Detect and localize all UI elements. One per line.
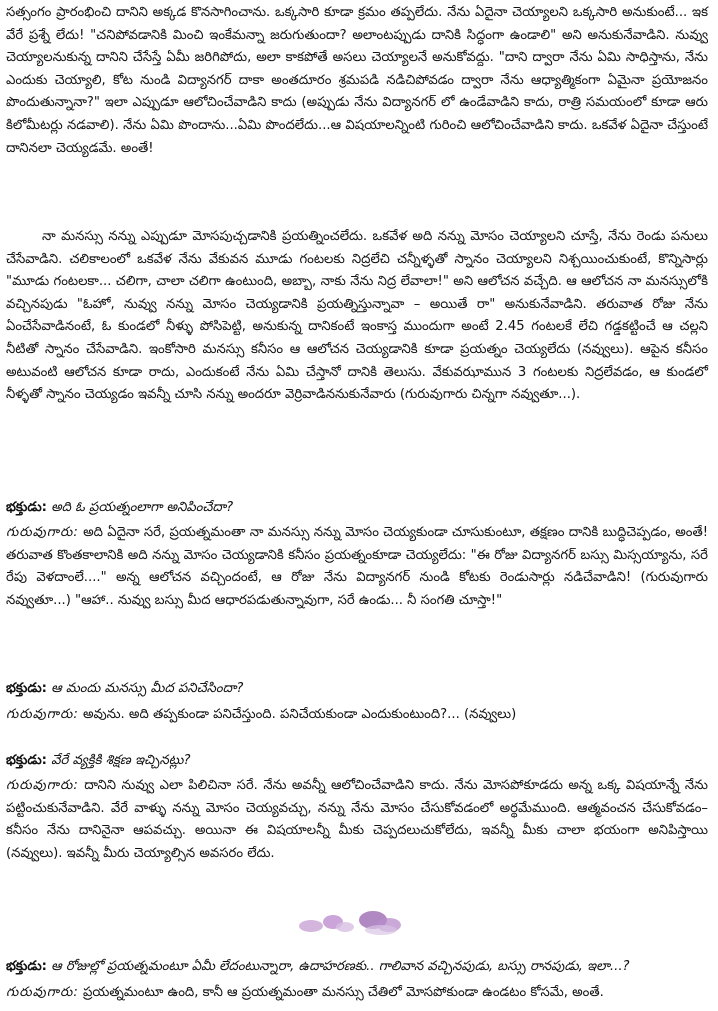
question-text: వేరే వ్యక్తికి శిక్షణ ఇచ్చినట్లు? bbox=[46, 753, 191, 768]
answer-text: దానిని నువ్వు ఎలా పిలిచినా సరే. నేను అవన్నీ ఆలోచించేవాడిని కాదు. నేను మోసపోకూడదు అన్న ఒక్క విషయాన్నే నేను పట్టించుకునేవాడిని. వేరే వాళ్ళు నన్ను మోసం చెయ్యవచ్చు, నన్ను నేను మోసం చేసుకోవడంలో అర్థమేముంది. ఆత్మవంచన చేసుకోవడం– కనీసం నేను దానినైనా ఆపవచ్చు. అయినా ఈ విషయాలన్నీ మీకు చెప్పదలుచుకోలేదు, ఇవన్నీ మీకు చాలా భయంగా అనిపిస్తాయి (నవ్వులు). ఇవన్నీ మీరు చెయ్యాల్సిన అవసరం లేదు. bbox=[6, 778, 708, 861]
answer-3 bbox=[6, 775, 708, 865]
question-text: ఆ మందు మనస్సు మీద పనిచేసిందా? bbox=[46, 681, 244, 696]
flower-divider-icon bbox=[293, 900, 413, 940]
answer-2 bbox=[6, 704, 708, 727]
question-4 bbox=[6, 956, 708, 979]
question-text: అది ఓ ప్రయత్నంలాగా అనిపించేదా? bbox=[46, 500, 234, 515]
answer-text: అది ఏదైనా సరే, ప్రయత్నమంతా నా మనస్సు నన్ను మోసం చెయ్యకుండా చూసుకుంటూ, తక్షణం దానికి బుద్ధిచెప్పడం, అంతే! తరువాత కొంతకాలానికి అది నన్ను మోసం చెయ్యడానికి కనీసం ప్రయత్నంకూడా చెయ్యలేదు: "ఈ రోజు విద్యానగర్ బస్సు మిస్సయ్యాను, సరే రేపు వెళదాంలే...." అన్న ఆలోచన వచ్చిందంటే, ఆ రోజు నేను విద్యానగర్ నుండి కోటకు రెండుసార్లు నడిచేవాడిని! (గురువుగారు నవ్వుతూ...) "ఆహా.. నువ్వు బస్సు మీద ఆధారపడుతున్నావుగా, సరే ఉండు... నీ సంగతి చూస్తా!" bbox=[6, 525, 708, 608]
speaker-label: భక్తుడు: bbox=[6, 500, 47, 515]
answer-text: ప్రయత్నమంటూ ఉంది, కానీ ఆ ప్రయత్నమంతా మనస్సు చేతిలో మోసపోకుండా ఉండటం కోసమే, అంతే. bbox=[78, 985, 604, 1000]
speaker-label: భక్తుడు: bbox=[6, 959, 47, 974]
speaker-label: గురువుగారు: bbox=[6, 707, 79, 722]
question-3 bbox=[6, 750, 708, 773]
answer-text: అవును. అది తప్పకుండా పనిచేస్తుంది. పనిచేయకుండా ఎందుకుంటుంది?... (నవ్వులు) bbox=[78, 707, 517, 722]
answer-1 bbox=[6, 522, 708, 612]
paragraph-2: నా మనస్సు నన్ను ఎప్పుడూ మోసపుచ్చడానికి ప్రయత్నించలేదు. ఒకవేళ అది నన్ను మోసం చెయ్యాలని చూస్తే, నేను రెండు పనులు చేసేవాడిని. చలికాలంలో ఒకవేళ నేను వేకువన మూడు గంటలకు నిద్రలేచి చన్నీళ్ళతో స్నానం చెయ్యాలని నిశ్చయించుకుంటే, కొన్నిసార్లు "మూడు గంటలకా... చలిగా, చాలా చలిగా ఉంటుంది, అబ్బా, నాకు నేను నిద్ర లేవాలా!" అని ఆలోచన వచ్చేది. ఆ ఆలోచన నా మనస్సులోకి వచ్చినపుడు "ఓహో, నువ్వు నన్ను మోసం చెయ్యడానికి ప్రయత్నిస్తున్నావా – అయితే రా" అనుకునేవాడిని. తరువాత రోజు నేను ఏంచేసేవాడినంటే, ఓ కుండలో నీళ్ళు పోసిపెట్టి, అనుకున్న దానికంటే ఇంకాస్త ముందుగా అంటే 2.45 గంటలకే లేచి గడ్డకట్టించే ఆ చల్లని నీటితో స్నానం చేసేవాడిని. ఇంకోసారి మనస్సు కనీసం ఆ ఆలోచన చెయ్యడానికి కూడా ప్రయత్నం చెయ్యలేదు (నవ్వులు). ఆపైన కనీసం అటువంటి ఆలోచన కూడా రాదు, ఎందుకంటే నేను ఏమి చేస్తానో దానికి తెలుసు. వేకువఝామున 3 గంటలకు నిద్రలేవడం, ఆ కుండలో నీళ్ళతో స్నానం చెయ్యడం ఇవన్నీ చూసి నన్ను అందరూ వెర్రివాడిననుకునేవారు (గురువుగారు చిన్నగా నవ్వుతూ...). bbox=[6, 229, 708, 403]
speaker-label: గురువుగారు: bbox=[6, 525, 79, 540]
speaker-label: గురువుగారు: bbox=[6, 778, 79, 793]
question-1 bbox=[6, 497, 708, 520]
speaker-label: గురువుగారు: bbox=[6, 985, 79, 1000]
paragraph-1: సత్సంగం ప్రారంభించి దానిని అక్కడ కొనసాగించాను. ఒక్కసారి కూడా క్రమం తప్పలేదు. నేను ఏదైనా చెయ్యాలని ఒక్కసారి అనుకుంటే... ఇక వేరే ప్రశ్నే లేదు! "చనిపోవడానికి మించి ఇంకేమన్నా జరుగుతుందా? అలాంటప్పుడు దానికి సిద్ధంగా ఉండాలి" అని అనుకునేవాడిని. నువ్వు చెయ్యాలనుకున్న దానిని చేసేస్తే ఏమీ జరిగిపోదు, అలా కాకపోతే అసలు చెయ్యాలనే అనుకోవద్దు. "దాని ద్వారా నేను ఏమి సాధిస్తాను, నేను ఎందుకు చెయ్యాలి, కోట నుండి విద్యానగర్ దాకా అంతదూరం శ్రమపడి నడిచిపోవడం ద్వారా నేను ఆధ్యాత్మికంగా ఏమైనా ప్రయోజనం పొందుతున్నానా?" ఇలా ఎప్పుడూ ఆలోచించేవాడిని కాదు (అప్పుడు నేను విద్యానగర్ లో ఉండేవాడిని కాదు, రాత్రి సమయంలో కూడా ఆరు కిలోమీటర్లు నడవాలి). నేను ఏమి పొందాను...ఏమి పొందలేదు...ఆ విషయాలన్నింటి గురించి ఆలోచించేవాడిని కాదు. ఒకవేళ ఏదైనా చేస్తుంటే దానినలా చెయ్యడమే. అంతే! bbox=[6, 5, 708, 156]
speaker-label: భక్తుడు: bbox=[6, 753, 47, 768]
answer-4 bbox=[6, 982, 708, 1005]
question-text: ఆ రోజుల్లో ప్రయత్నమంటూ ఏమీ లేదంటున్నారా, ఉదాహరణకు.. గాలివాన వచ్చినపుడు, బస్సు రానపుడు, ఇలా...? bbox=[46, 959, 630, 974]
question-2 bbox=[6, 678, 708, 701]
speaker-label: భక్తుడు: bbox=[6, 681, 47, 696]
